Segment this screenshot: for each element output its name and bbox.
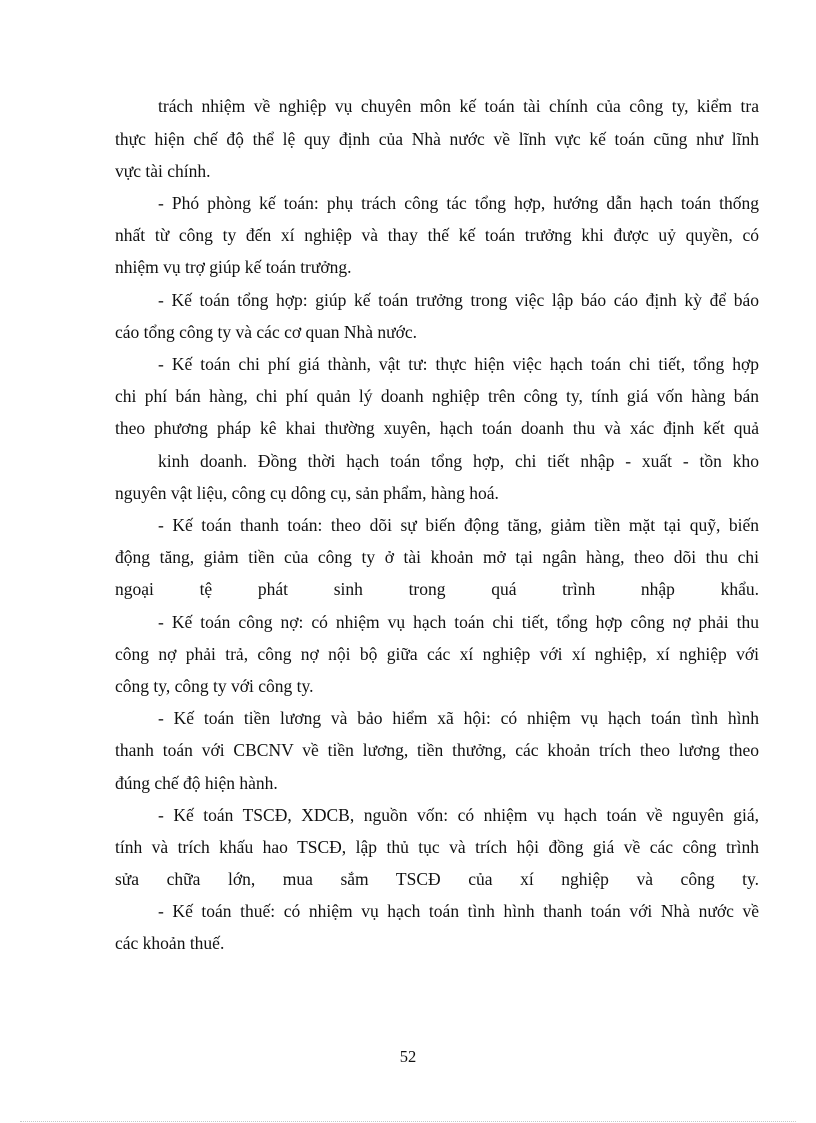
text-line: thực hiện chế độ thể lệ quy định của Nhà nước về lĩnh vực kế toán cũng như lĩnh: [115, 129, 759, 149]
text-line: - Kế toán thanh toán: theo dõi sự biến động tăng, giảm tiền mặt tại quỹ, biến: [158, 515, 759, 535]
text-line: đúng chế độ hiện hành.: [115, 773, 278, 793]
text-line: theo phương pháp kê khai thường xuyên, hạch toán doanh thu và xác định kết quả: [115, 418, 759, 438]
page-number: 52: [399, 1047, 417, 1066]
text-line: tính và trích khấu hao TSCĐ, lập thủ tục và trích hội đồng giá về các công trình: [115, 837, 759, 857]
text-line: - Phó phòng kế toán: phụ trách công tác tổng hợp, hướng dẫn hạch toán thống: [158, 193, 759, 213]
text-line: nhất từ công ty đến xí nghiệp và thay thế kế toán trưởng khi được uỷ quyền, có: [115, 225, 759, 245]
text-line: - Kế toán tiền lương và bảo hiểm xã hội: có nhiệm vụ hạch toán tình hình: [158, 708, 759, 728]
text-line: ngoại tệ phát sinh trong quá trình nhập khẩu.: [115, 579, 759, 599]
text-line: cáo tổng công ty và các cơ quan Nhà nước.: [115, 322, 418, 342]
text-line: - Kế toán TSCĐ, XDCB, nguồn vốn: có nhiệm vụ hạch toán về nguyên giá,: [158, 805, 759, 825]
text-line: các khoản thuế.: [115, 933, 225, 953]
page-bottom-divider: [20, 1121, 796, 1122]
text-line: thanh toán với CBCNV về tiền lương, tiền thưởng, các khoản trích theo lương theo: [115, 740, 759, 760]
text-line: - Kế toán thuế: có nhiệm vụ hạch toán tình hình thanh toán với Nhà nước về: [158, 901, 759, 921]
text-line: nguyên vật liệu, công cụ dông cụ, sản phẩm, hàng hoá.: [115, 483, 499, 503]
text-line: công ty, công ty với công ty.: [115, 676, 314, 696]
text-line: trách nhiệm về nghiệp vụ chuyên môn kế toán tài chính của công ty, kiểm tra: [158, 96, 759, 116]
text-line: - Kế toán chi phí giá thành, vật tư: thực hiện việc hạch toán chi tiết, tổng hợp: [158, 354, 759, 374]
text-line: động tăng, giảm tiền của công ty ở tài khoản mở tại ngân hàng, theo dõi thu chi: [115, 547, 759, 567]
text-line: nhiệm vụ trợ giúp kế toán trưởng.: [115, 257, 352, 277]
text-line: chi phí bán hàng, chi phí quản lý doanh nghiệp trên công ty, tính giá vốn hàng bán: [115, 386, 759, 406]
text-line: - Kế toán tổng hợp: giúp kế toán trưởng trong việc lập báo cáo định kỳ để báo: [158, 290, 759, 310]
text-line: sửa chữa lớn, mua sắm TSCĐ của xí nghiệp và công ty.: [115, 869, 759, 889]
text-line: công nợ phải trả, công nợ nội bộ giữa các xí nghiệp với xí nghiệp, xí nghiệp với: [115, 644, 759, 664]
text-line: vực tài chính.: [115, 161, 211, 181]
text-line: - Kế toán công nợ: có nhiệm vụ hạch toán chi tiết, tổng hợp công nợ phải thu: [158, 612, 759, 632]
text-line: kinh doanh. Đồng thời hạch toán tổng hợp, chi tiết nhập - xuất - tồn kho: [158, 451, 759, 471]
